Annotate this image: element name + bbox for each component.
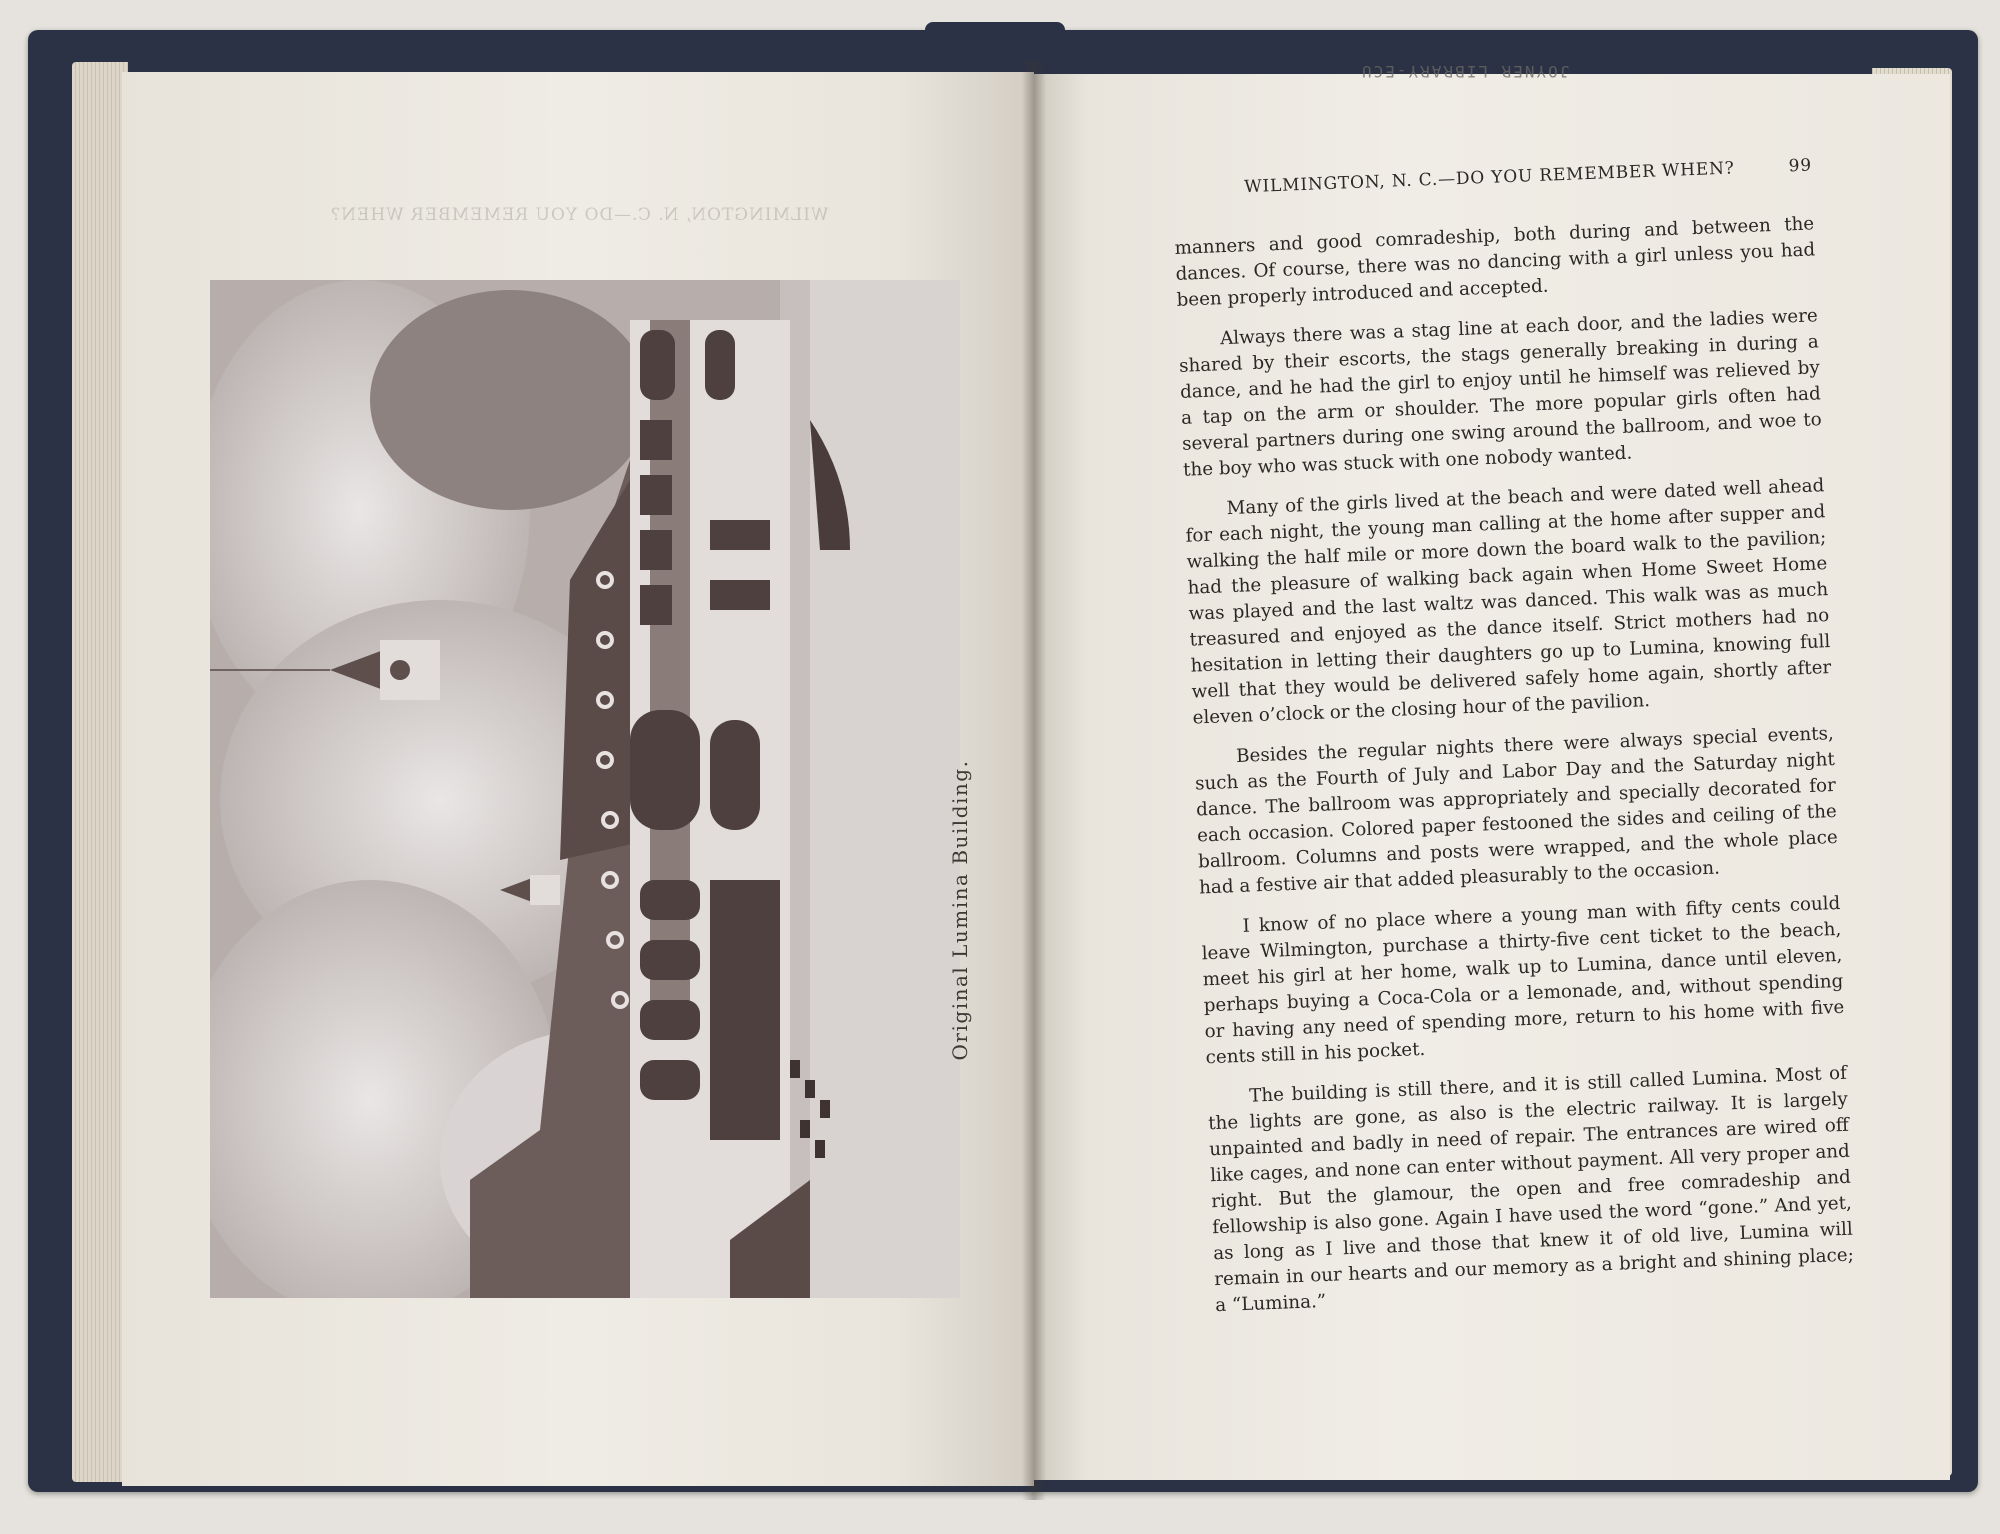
lumina-building-photo xyxy=(210,280,960,1298)
right-page-text xyxy=(1172,155,1856,1333)
paragraph: Besides the regular nights there were always special events, such as the Fourth of July and Labor Day and the Saturday night dance. The ballroom was appropriately and specially decorated for each occasion. Colored paper festooned the sides and ceiling of the ballroom. Columns and posts were wrapped, and the whole place had a festive air that added pleasurably to the occasion. xyxy=(1194,723,1839,899)
paragraph: I know of no place where a young man with fifty cents could leave Wilmington, purchase a thirty-five cent ticket to the beach, meet his girl at her home, walk up to Lumina, dance until eleven, perhaps buying a Coca-Cola or a lemonade, and, without spending or having any need of spending more, return to his home with five cents still in his pocket. xyxy=(1201,892,1845,1069)
paragraph: manners and good comradeship, both during and between the dances. Of course, there was no dancing with a girl unless you had been properly introduced and accepted. xyxy=(1174,213,1816,311)
page-number: 99 xyxy=(1788,155,1813,177)
running-head-title: WILMINGTON, N. C.—DO YOU REMEMBER WHEN? xyxy=(1243,158,1735,198)
paragraph: The building is still there, and it is still called Lumina. Most of the lights are gone, as also is the electric railway. It is largely unpainted and badly in need of repair. The entrances are wired off like cages, and none can enter without payment. All very proper and right. But the glamour, the open and free comradeship and fellowship is also gone. Again I have used the word “gone.” And yet, as long as I live and those that knew it of old live, Lumina will remain in our hearts and our memory as a bright and shining place; a “Lumina.” xyxy=(1207,1062,1855,1317)
left-page-edges xyxy=(72,62,128,1482)
library-stamp: JOYNER LIBRARY-ECU xyxy=(1360,62,1570,81)
body-text xyxy=(1174,211,1855,1319)
paragraph: Always there was a stag line at each door, and the ladies were shared by their escorts, the stags generally breaking in during a dance, and he had the girl to enjoy until he himself was relieved by a tap on the arm or shoulder. The more popular girls often had several partners during one swing around the ballroom, and woe to the boy who was stuck with one nobody wanted. xyxy=(1178,305,1823,481)
book-spine-top xyxy=(925,22,1065,62)
bleed-through-header: WILMINGTON, N. C.—DO YOU REMEMBER WHEN? xyxy=(330,205,829,225)
photo-lumina-building-icon xyxy=(210,280,960,1298)
photo-caption: Original Lumina Building. xyxy=(948,759,972,1061)
paragraph: Many of the girls lived at the beach and were dated well ahead for each night, the young man calling at the home after supper and walking the half mile or more down the board walk to the pavilion; had the pleasure of walking back again when Home Sweet Home was played and the last waltz was danced. This walk was as much treasured and enjoyed as the dance itself. Strict mothers had no hesitation in letting their daughters go up to Lumina, knowing full well that they would be delivered safely home again, shortly after eleven o’clock or the closing hour of the pavilion. xyxy=(1185,475,1832,729)
book-gutter xyxy=(1022,60,1046,1500)
